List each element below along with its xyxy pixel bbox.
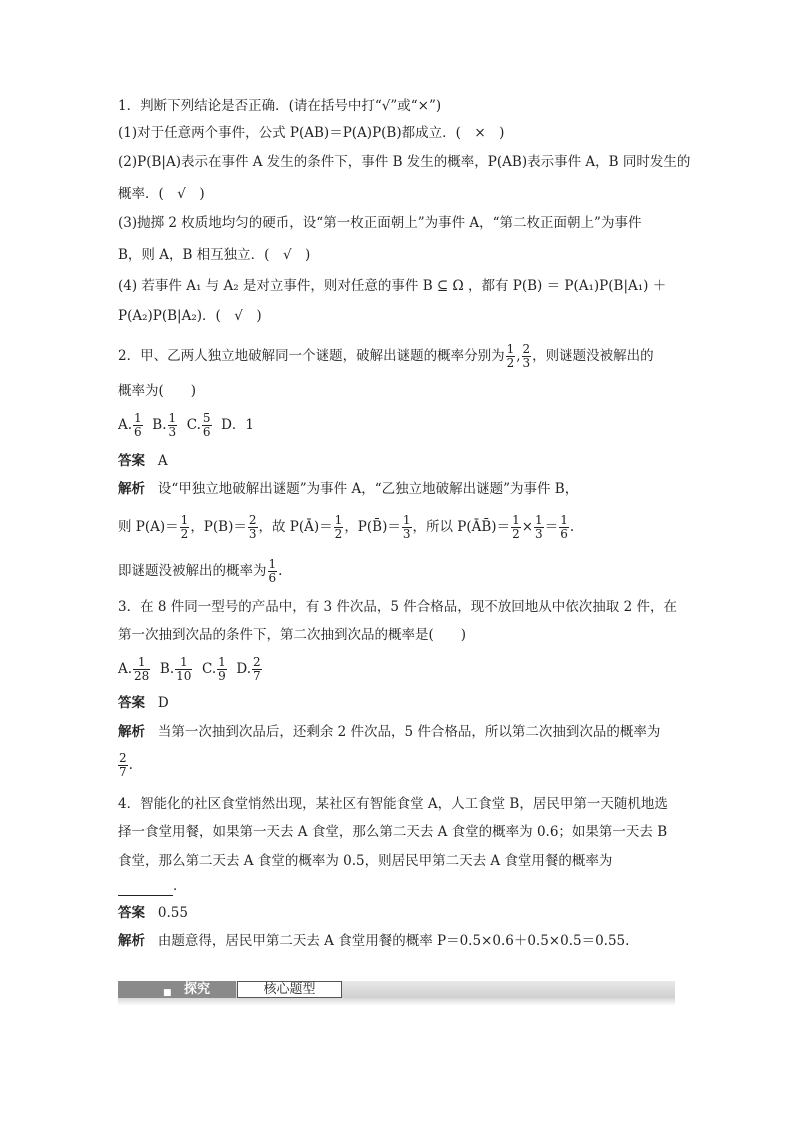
fraction: [559, 514, 569, 541]
stem-end: ．: [173, 878, 187, 894]
answer-label: 答案: [118, 695, 145, 711]
answer-value: D: [157, 695, 169, 711]
denominator: 7: [253, 669, 261, 683]
q2-stem-text-2: ，则谜题没被解出的: [532, 348, 654, 364]
q3-options: [118, 656, 263, 683]
analysis-text: 由题意得，居民甲第二天去 A 食堂用餐的概率 P＝0.5×0.6＋0.5×0.5＝0.55.: [157, 933, 630, 949]
numerator: 1: [133, 656, 150, 670]
square-marker-icon: ■: [163, 988, 172, 998]
q4-stem-a: 4．智能化的社区食堂悄然出现，某社区有智能食堂 A，人工食堂 B，居民甲第一天随机地选: [118, 796, 668, 812]
option-c: C.: [186, 417, 201, 433]
answer-label: 答案: [118, 905, 145, 921]
q4-stem-b: 择一食堂用餐，如果第一天去 A 食堂，那么第二天去 A 食堂的概率为 0.6；如果第一天去 B: [118, 824, 668, 840]
numerator: 2: [253, 655, 261, 669]
option-d: D．1: [221, 417, 255, 433]
denominator: 2: [334, 527, 343, 541]
q1-title: 1．判断下列结论是否正确．(请在括号中打“√”或“×”): [118, 98, 442, 114]
q3-analysis-fraction: $\frac{2}{7}$ .: [119, 751, 133, 779]
numerator: 1: [506, 342, 515, 356]
fraction: [522, 343, 532, 370]
q2-stem-a: 2．甲、乙两人独立地破解同一个谜题，破解出谜题的概率分别为 $\frac{1}{2}$ , $\frac{2}{3}$ ，则谜题没被解出的: [118, 342, 654, 370]
q3-stem-a: 3．在 8 件同一型号的产品中，有 3 件次品，5 件合格品，现不放回地从中依次抽取 2 件，在: [118, 599, 677, 615]
analysis-text: 设“甲独立地破解出谜题”为事件 A，“乙独立地破解出谜题”为事件 B，: [157, 481, 579, 497]
denominator: 3: [248, 527, 257, 541]
fraction: [217, 656, 227, 683]
fraction: [202, 412, 212, 439]
denominator: 2: [512, 527, 520, 541]
section-label-block: [118, 981, 236, 998]
denominator: 9: [218, 669, 226, 683]
denominator: 6: [268, 571, 277, 585]
q1-statement-2b: 概率．( √ ): [118, 186, 205, 202]
q3-answer: [118, 693, 169, 713]
numerator: 1: [134, 411, 142, 425]
numerator: 1: [175, 656, 192, 670]
q2-analysis-3: 即谜题没被解出的概率为 $\frac{1}{6}$ .: [118, 557, 283, 585]
q2-stem-b: 概率为( ): [118, 383, 197, 399]
answer-label: 答案: [118, 453, 145, 469]
denominator: 6: [202, 425, 211, 439]
fraction: [180, 514, 190, 541]
numerator: 1: [560, 513, 568, 527]
analysis-text: ×: [521, 519, 534, 535]
fraction: [118, 752, 128, 779]
numerator: 1: [535, 513, 543, 527]
fraction: [248, 514, 258, 541]
numerator: 1: [512, 513, 520, 527]
q4-stem-c: 食堂，那么第二天去 A 食堂的概率为 0.5，则居民甲第二天去 A 食堂用餐的概率为: [118, 853, 613, 869]
numerator: 1: [334, 513, 343, 527]
fraction: [534, 514, 544, 541]
q1-statement-1: (1)对于任意两个事件，公式 P(AB)＝P(A)P(B)都成立．( × ): [118, 125, 505, 141]
analysis-text: ，P(B̄)＝: [344, 519, 401, 535]
answer-blank: [118, 881, 173, 896]
denominator: 28: [134, 669, 150, 683]
denominator: 2: [180, 527, 189, 541]
q4-analysis: [118, 931, 629, 951]
q2-options: [118, 412, 254, 439]
fraction: [506, 343, 516, 370]
fraction: [168, 412, 178, 439]
q1-statement-3a: (3)抛掷 2 枚质地均匀的硬币，设“第一枚正面朝上”为事件 A，“第二枚正面朝上”为事件: [118, 215, 642, 231]
fraction: [402, 514, 412, 541]
fraction: [133, 412, 143, 439]
numerator: 1: [268, 557, 277, 571]
denominator: 2: [506, 356, 515, 370]
denominator: 3: [168, 425, 177, 439]
numerator: 1: [180, 513, 189, 527]
q1-statement-4b: P(A₂)P(B|A₂)．( √ ): [118, 308, 262, 324]
q4-stem-d: [118, 876, 187, 896]
analysis-text: 当第一次抽到次品后，还剩余 2 件次品，5 件合格品，所以第二次抽到次品的概率为: [157, 724, 661, 740]
q3-stem-b: 第一次抽到次品的条件下，第二次抽到次品的概率是( ): [118, 627, 467, 643]
q2-analysis-2: 则 P(A)＝ $\frac{1}{2}$ ，P(B)＝ $\frac{2}{3}$ ，故 P(Ā)＝ $\frac{1}{2}$ ，P(B̄)＝ $\frac{1}{3}$ ，所以 P(ĀB̄)＝ $\frac{1}{2}$ × $\frac{1}{3}$ ＝ $\frac{1}{6}$ .: [118, 513, 575, 541]
section-label: 探究: [184, 982, 211, 997]
numerator: 1: [402, 513, 411, 527]
option-b: B.: [159, 661, 175, 677]
section-banner-shadow: [118, 998, 675, 1006]
denominator: 3: [522, 356, 531, 370]
answer-value: A: [157, 453, 168, 469]
q4-answer: [118, 903, 188, 923]
numerator: 2: [248, 513, 257, 527]
analysis-text: 则 P(A)＝: [118, 519, 179, 535]
analysis-label: 解析: [118, 724, 145, 740]
answer-value: 0.55: [157, 905, 188, 921]
fraction: [133, 656, 150, 683]
numerator: 5: [202, 411, 211, 425]
q1-statement-4a: (4) 若事件 A₁ 与 A₂ 是对立事件，则对任意的事件 B ⊆ Ω ，都有 P(B) ＝ P(A₁)P(B|A₁) ＋: [118, 278, 667, 294]
denominator: 6: [134, 425, 142, 439]
analysis-text: ＝: [544, 519, 559, 535]
q2-answer: [118, 451, 168, 471]
q2-stem-text: 2．甲、乙两人独立地破解同一个谜题，破解出谜题的概率分别为: [118, 348, 505, 364]
q1-statement-2a: (2)P(B|A)表示在事件 A 发生的条件下，事件 B 发生的概率，P(AB)表示事件 A，B 同时发生的: [118, 154, 691, 170]
denominator: 6: [560, 527, 568, 541]
option-c: C.: [202, 661, 217, 677]
option-d: D.: [236, 661, 252, 677]
analysis-text: ，P(B)＝: [190, 519, 247, 535]
denominator: 7: [119, 765, 127, 779]
fraction: [252, 656, 262, 683]
q3-analysis: [118, 722, 660, 742]
fraction: [175, 656, 192, 683]
analysis-label: 解析: [118, 933, 145, 949]
option-b: B.: [152, 417, 167, 433]
numerator: 1: [168, 411, 177, 425]
denominator: 10: [176, 669, 192, 683]
section-title-box: 核心题型: [237, 981, 342, 998]
analysis-text: ，故 P(Ā)＝: [258, 519, 333, 535]
numerator: 1: [218, 655, 226, 669]
q2-analysis-1: [118, 479, 578, 499]
option-a: A.: [118, 417, 133, 433]
fraction: [268, 558, 278, 585]
q1-statement-3b: B，则 A，B 相互独立．( √ ): [118, 247, 311, 263]
numerator: 2: [522, 342, 531, 356]
denominator: 3: [535, 527, 543, 541]
fraction: [511, 514, 521, 541]
fraction: [334, 514, 344, 541]
analysis-text: 即谜题没被解出的概率为: [118, 563, 267, 579]
numerator: 2: [119, 751, 127, 765]
option-a: A.: [118, 661, 133, 677]
denominator: 3: [402, 527, 411, 541]
analysis-text: ，所以 P(ĀB̄)＝: [412, 519, 511, 535]
analysis-label: 解析: [118, 481, 145, 497]
